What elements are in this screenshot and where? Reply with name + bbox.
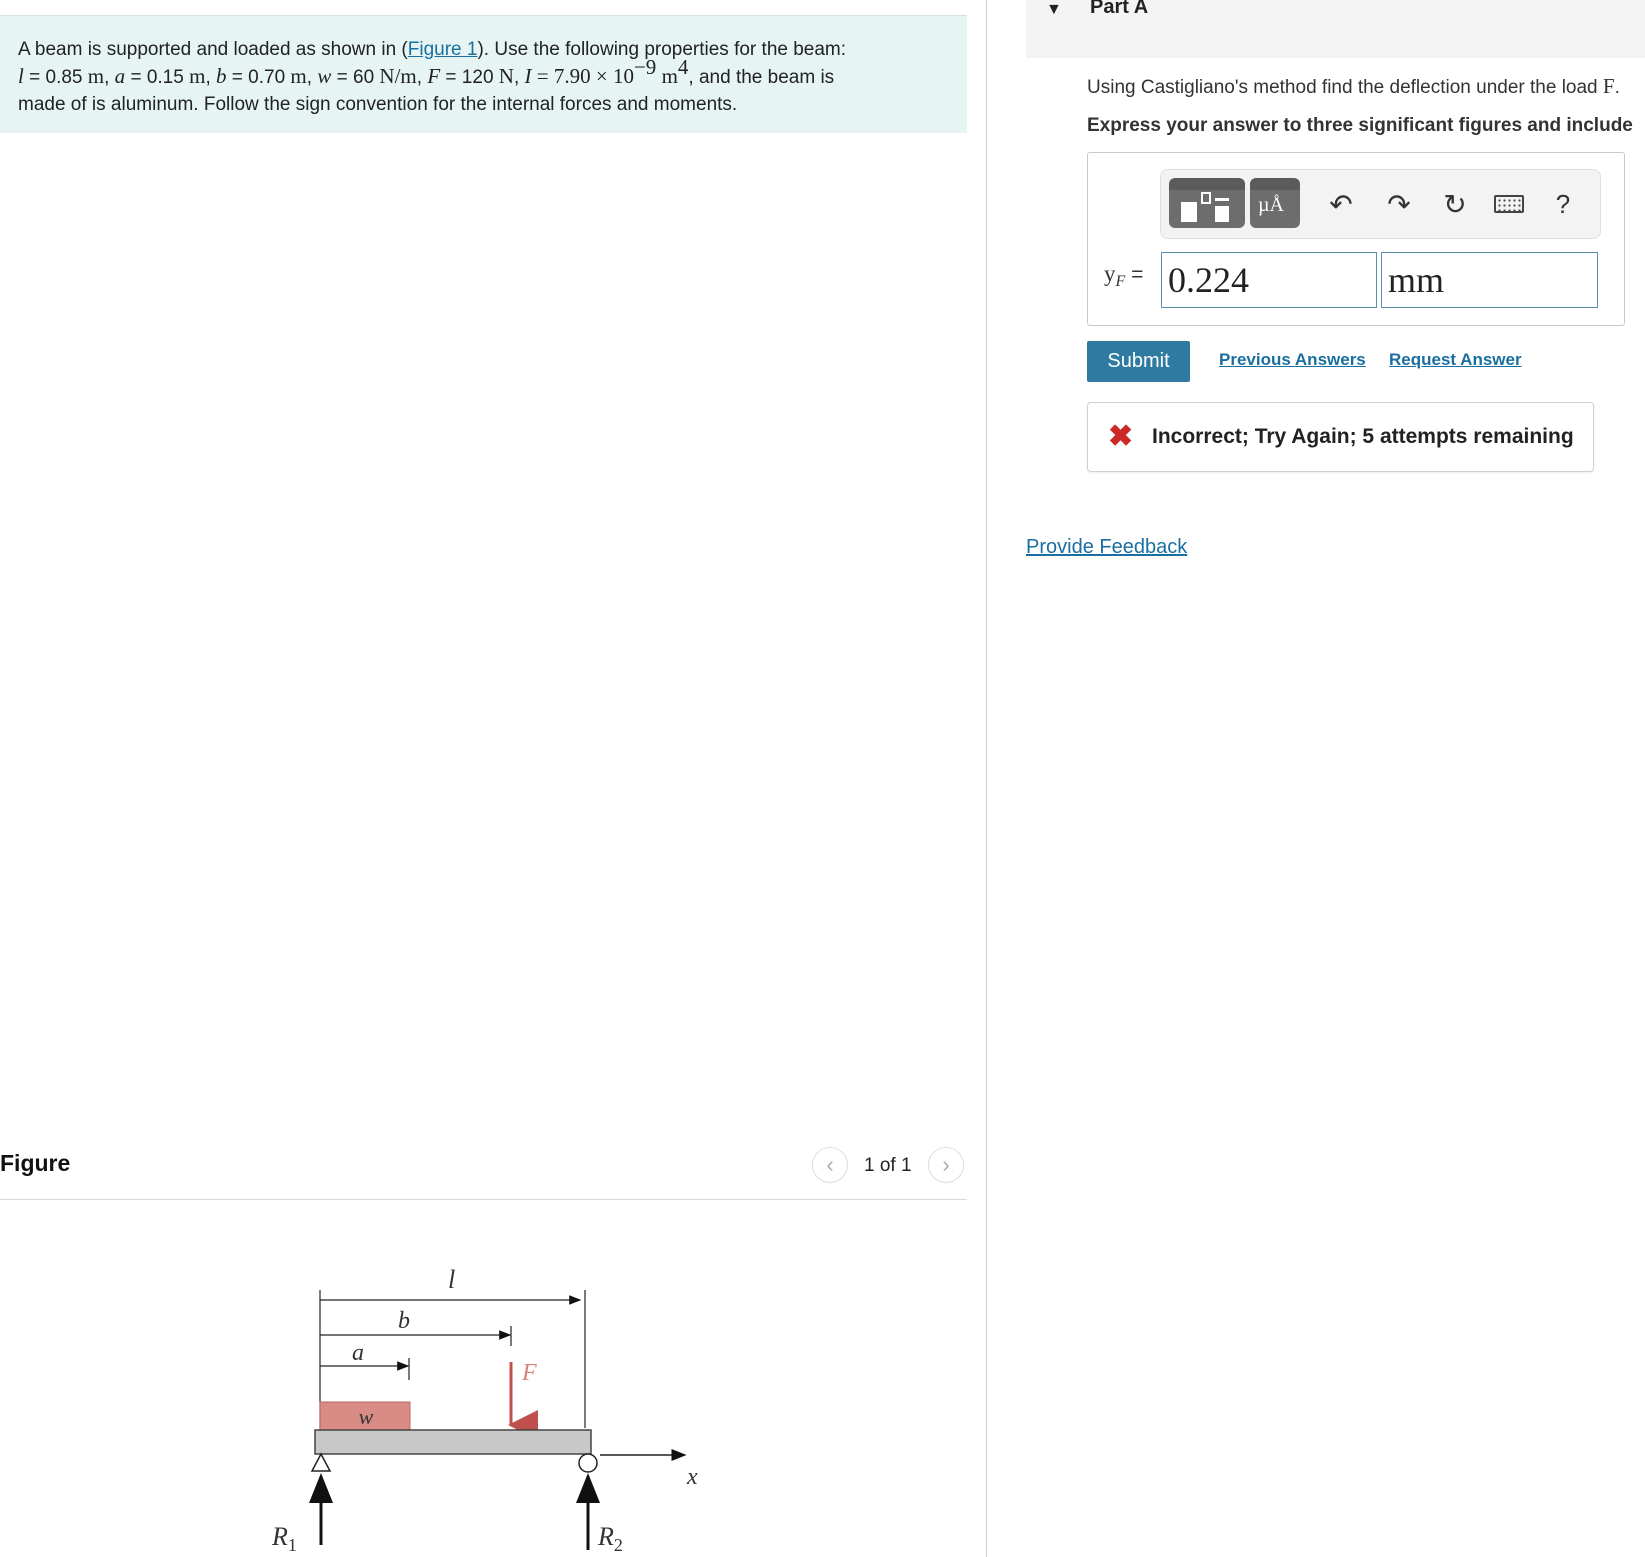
b-dimension-label: b (398, 1308, 410, 1334)
provide-feedback-link[interactable]: Provide Feedback (1026, 536, 1188, 558)
help-icon[interactable]: ? (1555, 188, 1571, 219)
roller-support (579, 1454, 597, 1472)
problem-tail-2: made of is aluminum. Follow the sign convention for the internal forces and moments. (18, 94, 738, 115)
l-value: = 0.85 (23, 67, 88, 88)
l-dimension-label: l (448, 1265, 456, 1294)
undo-icon[interactable]: ↶ (1329, 188, 1353, 220)
b-symbol: b (216, 64, 227, 88)
x-icon: ✖ (1108, 420, 1134, 453)
figure-link[interactable]: Figure 1 (407, 39, 478, 60)
F-unit: N (498, 64, 514, 88)
instruction-text: Express your answer to three significant figures and include (1087, 115, 1633, 136)
a-value: = 0.15 (125, 67, 190, 88)
I-exponent: −9 (633, 55, 657, 79)
previous-answers-link[interactable]: Previous Answers (1219, 350, 1366, 369)
I-unit: m (656, 64, 678, 88)
R1-subscript: 1 (287, 1535, 297, 1555)
part-header[interactable] (1026, 0, 1645, 58)
variable-subscript: F (1115, 273, 1126, 291)
answer-unit-input[interactable] (1381, 252, 1598, 308)
beam-figure (250, 1250, 730, 1555)
question-end: . (1614, 77, 1620, 98)
request-answer-link[interactable]: Request Answer (1389, 350, 1522, 369)
keyboard-icon[interactable] (1491, 186, 1527, 222)
w-symbol: w (317, 64, 332, 88)
next-figure-button[interactable] (928, 1147, 964, 1183)
units-button[interactable] (1250, 178, 1300, 228)
redo-icon[interactable]: ↷ (1387, 188, 1411, 220)
math-toolbar (1160, 169, 1601, 239)
w-value: = 60 (331, 67, 380, 88)
reset-icon[interactable]: ↻ (1443, 188, 1467, 220)
chevron-right-icon: › (942, 1152, 950, 1177)
b-unit: m (290, 64, 307, 88)
I-symbol: I (524, 64, 532, 88)
a-dimension-label: a (352, 1340, 364, 1366)
triangle-down-icon[interactable]: ▼ (1046, 1, 1062, 18)
answer-variable-label (1104, 261, 1143, 291)
R1-label (271, 1522, 297, 1555)
variable-letter: y (1104, 261, 1116, 286)
a-unit: m (189, 64, 206, 88)
problem-tail-1: , and the beam is (688, 67, 835, 88)
a-symbol: a (114, 64, 126, 88)
feedback-message (1087, 402, 1594, 472)
l-unit: m (87, 64, 105, 88)
question-text (1087, 74, 1620, 99)
R2-subscript: 2 (613, 1535, 623, 1555)
question-symbol: F (1602, 74, 1615, 98)
I-value: = 7.90 × 10 (531, 64, 634, 88)
question-body: Using Castigliano's method find the deflection under the load (1087, 77, 1603, 98)
w-load-label: w (358, 1404, 374, 1429)
w-unit: N/m (379, 64, 417, 88)
pin-support (312, 1454, 330, 1471)
problem-intro-end: ). Use the following properties for the beam: (477, 39, 847, 60)
l-symbol: l (18, 64, 24, 88)
figure-pager: 1 of 1 (864, 1155, 912, 1176)
units-icon: µÅ (1258, 194, 1284, 216)
b-value: = 0.70 (226, 67, 291, 88)
feedback-text: Incorrect; Try Again; 5 attempts remaining (1152, 425, 1574, 448)
chevron-left-icon: ‹ (826, 1152, 834, 1177)
F-symbol: F (427, 64, 441, 88)
figure-header (0, 1140, 967, 1200)
R2-letter: R (598, 1522, 614, 1551)
previous-figure-button[interactable] (812, 1147, 848, 1183)
R2-label (597, 1522, 623, 1555)
figure-title: Figure (0, 1150, 71, 1176)
answer-box (1087, 152, 1625, 326)
x-axis-label: x (687, 1464, 698, 1490)
problem-intro: A beam is supported and loaded as shown in ( (18, 39, 408, 60)
part-title: Part A (1090, 0, 1149, 18)
R1-letter: R (272, 1522, 288, 1551)
pane-divider[interactable] (986, 0, 987, 1557)
F-load-label: F (522, 1360, 537, 1386)
F-value: = 120 (440, 67, 499, 88)
equals-sign: = (1125, 263, 1144, 286)
submit-button[interactable]: Submit (1087, 341, 1190, 382)
answer-value-input[interactable] (1161, 252, 1377, 308)
I-unit-exponent: 4 (677, 55, 689, 79)
problem-statement: A beam is supported and loaded as shown in (Figure 1). Use the following properties for the beam: l = 0.85 m, a = 0.15 m, b = 0.70 m, w = 60 N/m, F = 120 N, $I = 7.90 \times 10^{-9}$ $m^4$, and the beam is made of is aluminum. Follow the sign convention for the internal forces and moments. (0, 15, 967, 133)
beam (315, 1430, 591, 1454)
templates-button[interactable] (1169, 178, 1245, 228)
